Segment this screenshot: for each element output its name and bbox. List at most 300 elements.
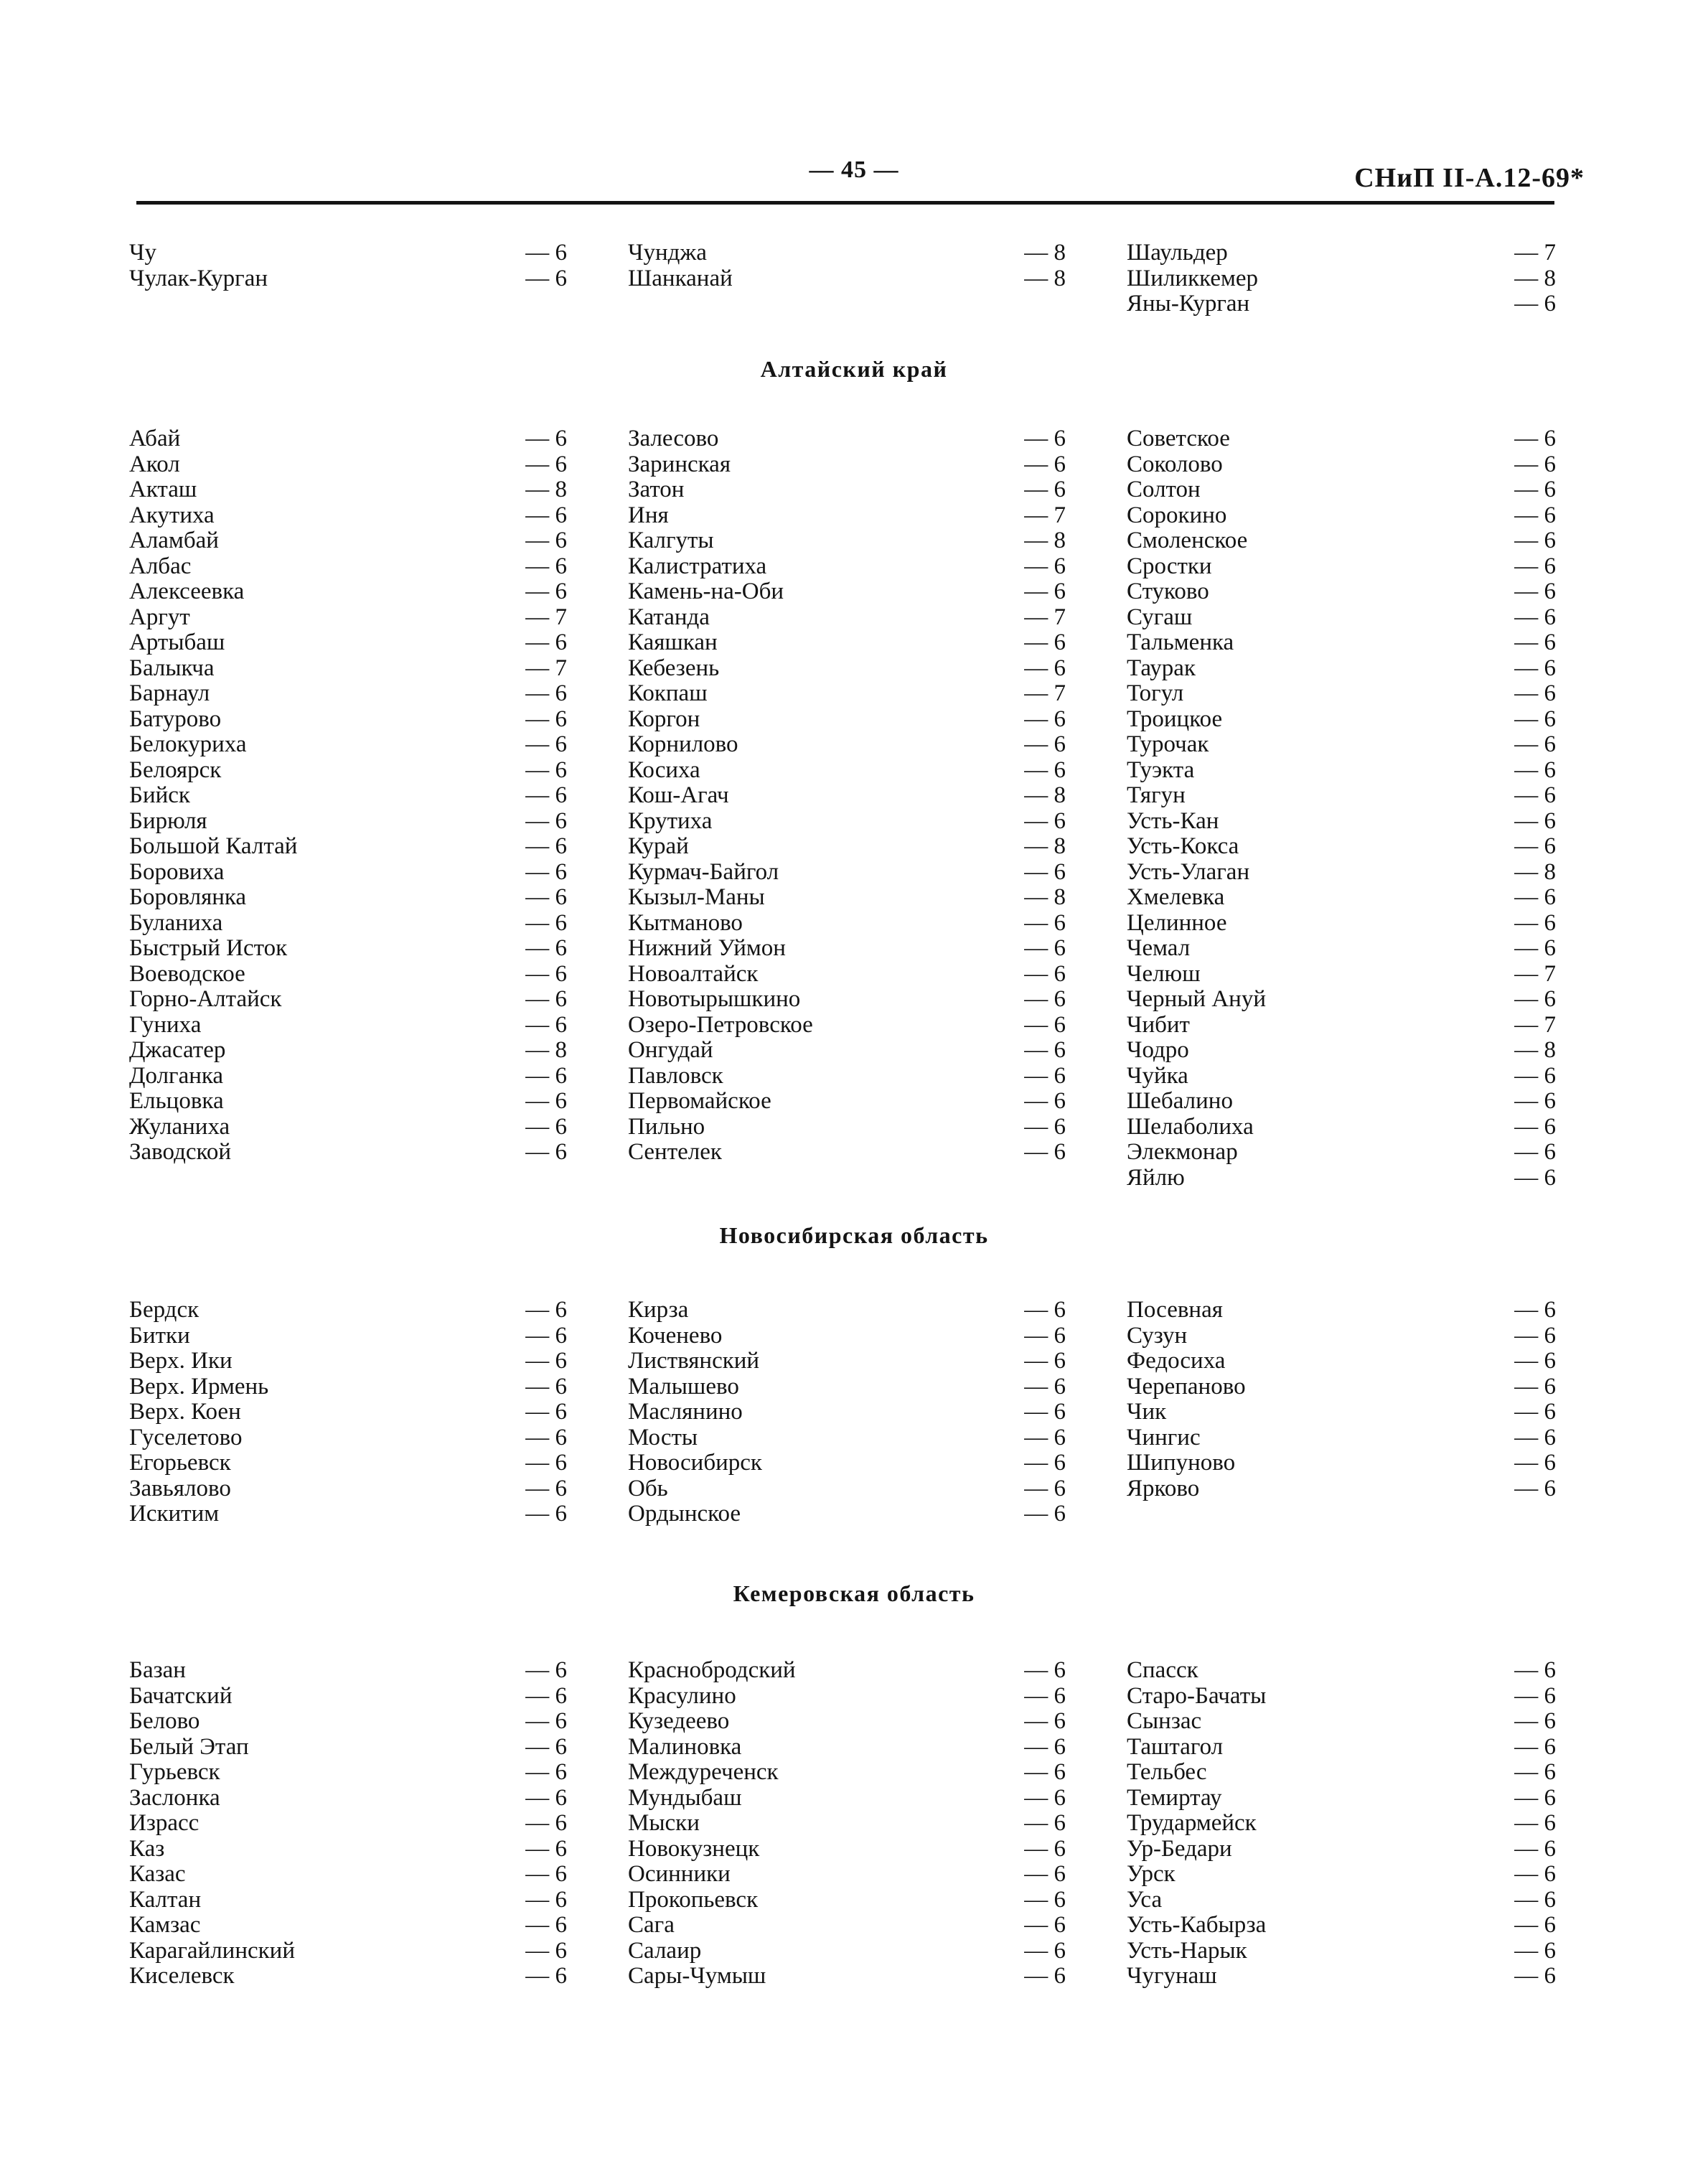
locality-name: Камень-на-Оби <box>628 578 784 604</box>
locality-name: Маслянино <box>628 1399 743 1425</box>
list-item <box>1127 1786 1556 1812</box>
list-item <box>129 911 567 937</box>
locality-name: Кокпаш <box>628 680 708 706</box>
list-item <box>129 1964 567 1989</box>
list-item <box>628 1115 1066 1140</box>
locality-name: Черный Ануй <box>1127 986 1266 1012</box>
list-item <box>628 1658 1066 1684</box>
column-2 <box>628 240 1066 291</box>
locality-value: — 6 <box>525 756 567 783</box>
list-item <box>129 426 567 452</box>
locality-name: Иня <box>628 502 669 528</box>
list-item <box>1127 1166 1556 1191</box>
locality-value: — 7 <box>1024 502 1066 528</box>
list-item <box>628 426 1066 452</box>
list-item <box>1127 605 1556 631</box>
locality-name: Целинное <box>1127 909 1227 936</box>
locality-name: Малышево <box>628 1373 739 1400</box>
locality-name: Шебалино <box>1127 1088 1233 1114</box>
locality-value: — 6 <box>1024 477 1066 502</box>
locality-name: Шаульдер <box>1127 240 1228 266</box>
locality-value: — 6 <box>1514 1682 1556 1709</box>
section-continuation <box>0 240 1708 327</box>
list-item <box>628 503 1066 529</box>
locality-name: Федосиха <box>1127 1348 1226 1374</box>
locality-name: Заслонка <box>129 1784 220 1811</box>
list-item <box>129 1658 567 1684</box>
locality-value: — 6 <box>1514 1450 1556 1476</box>
list-item <box>129 1811 567 1837</box>
list-item <box>628 962 1066 988</box>
list-item <box>129 1089 567 1115</box>
locality-value: — 8 <box>525 477 567 502</box>
list-item <box>129 452 567 478</box>
section-columns <box>0 1298 1708 1628</box>
locality-name: Чугунаш <box>1127 1963 1217 1989</box>
locality-value: — 6 <box>1024 553 1066 579</box>
locality-value: — 6 <box>1514 1886 1556 1913</box>
locality-name: Яны-Курган <box>1127 291 1250 317</box>
list-item <box>129 1939 567 1964</box>
list-item <box>1127 962 1556 988</box>
locality-value: — 6 <box>525 909 567 936</box>
column-3 <box>1127 426 1556 1191</box>
list-item <box>628 1888 1066 1913</box>
locality-name: Боровлянка <box>129 884 247 910</box>
locality-name: Акутиха <box>129 502 215 528</box>
locality-name: Битки <box>129 1322 190 1349</box>
locality-name: Новотырышкино <box>628 986 801 1012</box>
locality-name: Чунджа <box>628 240 707 266</box>
list-item <box>1127 1862 1556 1888</box>
list-item <box>1127 1658 1556 1684</box>
list-item <box>1127 291 1556 317</box>
locality-name: Смоленское <box>1127 528 1248 553</box>
locality-name: Косиха <box>628 756 700 783</box>
list-item <box>1127 1888 1556 1913</box>
locality-value: — 6 <box>1514 909 1556 936</box>
locality-name: Нижний Уймон <box>628 935 786 961</box>
locality-value: — 8 <box>1024 265 1066 291</box>
list-item <box>1127 911 1556 937</box>
list-item <box>129 809 567 835</box>
locality-value: — 6 <box>1514 553 1556 579</box>
locality-value: — 6 <box>525 1139 567 1165</box>
locality-name: Усть-Кокса <box>1127 833 1239 859</box>
locality-value: — 6 <box>1514 578 1556 604</box>
locality-name: Солтон <box>1127 477 1201 502</box>
locality-value: — 6 <box>525 629 567 655</box>
locality-name: Трудармейск <box>1127 1810 1257 1836</box>
list-item <box>129 1501 567 1527</box>
locality-name: Гурьевск <box>129 1759 220 1785</box>
list-item <box>129 1476 567 1502</box>
locality-value: — 6 <box>525 1937 567 1964</box>
list-item <box>1127 860 1556 886</box>
locality-value: — 6 <box>1514 1937 1556 1964</box>
locality-value: — 6 <box>1024 1861 1066 1887</box>
locality-name: Абай <box>129 426 181 451</box>
locality-value: — 6 <box>1024 1011 1066 1038</box>
locality-name: Онгудай <box>628 1037 713 1063</box>
list-item <box>1127 1374 1556 1400</box>
locality-name: Таштагол <box>1127 1733 1224 1760</box>
list-item <box>129 1862 567 1888</box>
locality-value: — 6 <box>525 1322 567 1349</box>
locality-value: — 6 <box>525 1810 567 1836</box>
locality-name: Калгуты <box>628 528 714 553</box>
list-item <box>628 528 1066 554</box>
list-item <box>1127 707 1556 733</box>
list-item <box>628 605 1066 631</box>
locality-name: Артыбаш <box>129 629 225 655</box>
locality-name: Шипуново <box>1127 1450 1236 1476</box>
locality-value: — 6 <box>1024 1322 1066 1349</box>
locality-name: Мундыбаш <box>628 1784 742 1811</box>
locality-value: — 6 <box>525 986 567 1012</box>
locality-value: — 6 <box>1514 1912 1556 1938</box>
locality-value: — 6 <box>1514 1835 1556 1862</box>
locality-value: — 6 <box>525 1861 567 1887</box>
list-item <box>1127 1400 1556 1425</box>
list-item <box>1127 1684 1556 1710</box>
locality-name: Горно-Алтайск <box>129 986 282 1012</box>
locality-name: Сростки <box>1127 553 1212 579</box>
column-2 <box>628 1658 1066 1989</box>
locality-name: Тягун <box>1127 782 1186 808</box>
locality-value: — 6 <box>525 680 567 706</box>
list-item <box>1127 1837 1556 1862</box>
locality-name: Затон <box>628 477 685 502</box>
locality-name: Темиртау <box>1127 1784 1222 1811</box>
locality-name: Калтан <box>129 1886 202 1913</box>
list-item <box>1127 554 1556 580</box>
locality-value: — 6 <box>1024 1937 1066 1964</box>
list-item <box>1127 732 1556 758</box>
locality-name: Ельцовка <box>129 1088 224 1114</box>
locality-value: — 6 <box>1514 1733 1556 1760</box>
section-title: Алтайский край <box>760 356 948 382</box>
locality-value: — 6 <box>1514 1399 1556 1425</box>
list-item <box>1127 426 1556 452</box>
locality-value: — 6 <box>1024 1062 1066 1089</box>
list-item <box>628 1089 1066 1115</box>
locality-value: — 6 <box>525 1399 567 1425</box>
list-item <box>129 1913 567 1939</box>
locality-name: Барнаул <box>129 680 210 706</box>
list-item <box>628 1013 1066 1039</box>
list-item <box>1127 1298 1556 1323</box>
locality-value: — 6 <box>1024 960 1066 987</box>
locality-name: Алексеевка <box>129 578 245 604</box>
locality-value: — 6 <box>1024 756 1066 783</box>
list-item <box>628 911 1066 937</box>
list-item <box>628 1964 1066 1989</box>
locality-name: Сага <box>628 1912 675 1938</box>
locality-name: Крутиха <box>628 807 713 834</box>
list-item <box>1127 1450 1556 1476</box>
list-item <box>129 1425 567 1451</box>
list-item <box>628 1760 1066 1786</box>
document-code: СНиП II-А.12-69* <box>1354 163 1585 193</box>
locality-value: — 6 <box>525 1657 567 1683</box>
locality-value: — 6 <box>1514 477 1556 502</box>
list-item <box>628 1501 1066 1527</box>
locality-name: Первомайское <box>628 1088 771 1114</box>
locality-value: — 6 <box>525 858 567 885</box>
locality-name: Белый Этап <box>129 1733 249 1760</box>
locality-value: — 7 <box>525 604 567 630</box>
locality-name: Белокуриха <box>129 731 247 757</box>
locality-value: — 6 <box>525 1348 567 1374</box>
locality-name: Усть-Нарык <box>1127 1937 1247 1964</box>
locality-name: Челюш <box>1127 960 1201 987</box>
locality-value: — 6 <box>1024 629 1066 655</box>
locality-value: — 6 <box>525 706 567 732</box>
locality-name: Сентелек <box>628 1139 722 1165</box>
section-columns <box>0 240 1708 327</box>
list-item <box>129 1450 567 1476</box>
list-item <box>628 554 1066 580</box>
list-item <box>628 1450 1066 1476</box>
locality-name: Шелаболиха <box>1127 1113 1254 1140</box>
list-item <box>1127 783 1556 809</box>
list-item <box>1127 656 1556 682</box>
locality-name: Воеводское <box>129 960 245 987</box>
list-item <box>129 834 567 860</box>
locality-value: — 6 <box>1514 1759 1556 1785</box>
locality-value: — 6 <box>525 1450 567 1476</box>
locality-name: Боровиха <box>129 858 225 885</box>
list-item <box>628 630 1066 656</box>
locality-value: — 7 <box>1024 604 1066 630</box>
list-item <box>1127 1064 1556 1089</box>
column-3 <box>1127 1298 1556 1501</box>
locality-value: — 6 <box>1024 1657 1066 1683</box>
locality-value: — 6 <box>525 1835 567 1862</box>
list-item <box>628 1349 1066 1374</box>
locality-value: — 8 <box>1024 833 1066 859</box>
list-item <box>1127 1089 1556 1115</box>
locality-name: Сузун <box>1127 1322 1188 1349</box>
locality-value: — 6 <box>1514 1113 1556 1140</box>
locality-value: — 6 <box>525 240 567 266</box>
locality-name: Базан <box>129 1657 186 1683</box>
locality-value: — 6 <box>525 1682 567 1709</box>
locality-value: — 6 <box>1514 604 1556 630</box>
list-item <box>628 1709 1066 1735</box>
locality-value: — 6 <box>525 935 567 961</box>
column-1 <box>129 426 567 1166</box>
locality-name: Троицкое <box>1127 706 1223 732</box>
column-2 <box>628 1298 1066 1527</box>
list-item <box>1127 1735 1556 1761</box>
list-item <box>129 528 567 554</box>
locality-name: Усть-Кабырза <box>1127 1912 1267 1938</box>
list-item <box>129 1115 567 1140</box>
locality-value: — 6 <box>1514 502 1556 528</box>
list-item <box>1127 503 1556 529</box>
locality-value: — 6 <box>1514 1963 1556 1989</box>
locality-value: — 6 <box>1024 909 1066 936</box>
locality-value: — 6 <box>1024 807 1066 834</box>
list-item <box>628 240 1066 266</box>
list-item <box>628 834 1066 860</box>
column-2 <box>628 426 1066 1166</box>
locality-name: Урск <box>1127 1861 1176 1887</box>
locality-value: — 6 <box>1514 1062 1556 1089</box>
list-item <box>129 1684 567 1710</box>
locality-name: Ордынское <box>628 1501 741 1527</box>
list-item <box>1127 579 1556 605</box>
list-item <box>129 783 567 809</box>
locality-name: Новоалтайск <box>628 960 759 987</box>
list-item <box>628 936 1066 962</box>
locality-name: Долганка <box>129 1062 224 1089</box>
locality-name: Хмелевка <box>1127 884 1225 910</box>
locality-value: — 6 <box>1514 426 1556 451</box>
list-item <box>129 758 567 784</box>
locality-name: Калистратиха <box>628 553 767 579</box>
column-3 <box>1127 1658 1556 1989</box>
locality-value: — 7 <box>525 655 567 681</box>
locality-value: — 6 <box>525 1062 567 1089</box>
column-1 <box>129 1658 567 1989</box>
locality-name: Каяшкан <box>628 629 718 655</box>
locality-value: — 6 <box>1024 1810 1066 1836</box>
list-item <box>1127 758 1556 784</box>
column-1 <box>129 240 567 291</box>
locality-value: — 6 <box>1024 1963 1066 1989</box>
locality-value: — 6 <box>1514 884 1556 910</box>
locality-value: — 6 <box>1514 1657 1556 1683</box>
list-item <box>129 266 567 292</box>
locality-name: Коченево <box>628 1322 723 1349</box>
locality-name: Чулак-Курган <box>129 265 268 291</box>
locality-value: — 6 <box>525 1886 567 1913</box>
list-item <box>129 1735 567 1761</box>
locality-value: — 6 <box>1024 578 1066 604</box>
list-item <box>129 656 567 682</box>
list-item <box>129 1760 567 1786</box>
locality-name: Албас <box>129 553 192 579</box>
locality-name: Чодро <box>1127 1037 1189 1063</box>
list-item <box>628 1400 1066 1425</box>
locality-value: — 6 <box>1514 807 1556 834</box>
list-item <box>129 1140 567 1166</box>
locality-name: Малиновка <box>628 1733 742 1760</box>
locality-name: Чу <box>129 240 156 266</box>
column-1 <box>129 1298 567 1527</box>
locality-value: — 6 <box>1024 1912 1066 1938</box>
list-item <box>1127 885 1556 911</box>
locality-value: — 8 <box>1024 782 1066 808</box>
list-item <box>1127 681 1556 707</box>
locality-value: — 6 <box>1024 1784 1066 1811</box>
locality-value: — 6 <box>1514 1861 1556 1887</box>
locality-name: Салаир <box>628 1937 702 1964</box>
locality-name: Чемал <box>1127 935 1191 961</box>
list-item <box>129 1038 567 1064</box>
locality-value: — 6 <box>525 528 567 553</box>
section-kemerovo-oblast <box>0 1580 1708 2011</box>
locality-value: — 6 <box>1514 1475 1556 1501</box>
section-novosibirsk-oblast <box>0 1222 1708 1552</box>
locality-name: Кош-Агач <box>628 782 729 808</box>
locality-value: — 6 <box>1024 1733 1066 1760</box>
list-item <box>628 579 1066 605</box>
locality-value: — 6 <box>1024 1475 1066 1501</box>
locality-name: Черепаново <box>1127 1373 1246 1400</box>
locality-name: Заводской <box>129 1139 232 1165</box>
list-item <box>628 860 1066 886</box>
locality-name: Гуселетово <box>129 1424 243 1450</box>
list-item <box>129 1374 567 1400</box>
section-title: Новосибирская область <box>719 1222 989 1248</box>
locality-name: Белово <box>129 1708 200 1734</box>
list-item <box>628 987 1066 1013</box>
list-item <box>129 605 567 631</box>
locality-name: Курай <box>628 833 689 859</box>
list-item <box>1127 1913 1556 1939</box>
locality-value: — 6 <box>525 960 567 987</box>
list-item <box>129 1709 567 1735</box>
locality-value: — 6 <box>1514 528 1556 553</box>
locality-name: Мосты <box>628 1424 698 1450</box>
list-item <box>129 1323 567 1349</box>
locality-name: Батурово <box>129 706 222 732</box>
locality-value: — 6 <box>1514 1708 1556 1734</box>
locality-value: — 6 <box>525 1113 567 1140</box>
locality-name: Чибит <box>1127 1011 1190 1038</box>
locality-name: Аламбай <box>129 528 219 553</box>
locality-name: Новокузнецк <box>628 1835 760 1862</box>
list-item <box>628 1735 1066 1761</box>
locality-name: Соколово <box>1127 451 1223 477</box>
locality-name: Карагайлинский <box>129 1937 295 1964</box>
header-rule <box>136 201 1554 205</box>
list-item <box>129 1837 567 1862</box>
locality-value: — 6 <box>1024 1088 1066 1114</box>
locality-value: — 6 <box>1514 1810 1556 1836</box>
locality-name: Обь <box>628 1475 668 1501</box>
list-item <box>628 681 1066 707</box>
locality-name: Бийск <box>129 782 190 808</box>
locality-value: — 6 <box>1514 451 1556 477</box>
locality-value: — 6 <box>525 502 567 528</box>
locality-name: Джасатер <box>129 1037 226 1063</box>
locality-name: Чингис <box>1127 1424 1201 1450</box>
locality-name: Акташ <box>129 477 197 502</box>
locality-name: Буланиха <box>129 909 223 936</box>
locality-name: Кытманово <box>628 909 743 936</box>
list-item <box>628 1811 1066 1837</box>
locality-value: — 8 <box>1024 240 1066 266</box>
locality-name: Сугаш <box>1127 604 1193 630</box>
list-item <box>129 240 567 266</box>
locality-value: — 6 <box>1024 706 1066 732</box>
locality-name: Быстрый Исток <box>129 935 288 961</box>
list-item <box>129 1786 567 1812</box>
locality-value: — 6 <box>525 553 567 579</box>
locality-name: Верх. Ики <box>129 1348 233 1374</box>
list-item <box>129 1349 567 1374</box>
locality-value: — 6 <box>525 731 567 757</box>
locality-value: — 8 <box>1024 884 1066 910</box>
locality-name: Шиликкемер <box>1127 265 1258 291</box>
locality-value: — 6 <box>1024 935 1066 961</box>
list-item <box>1127 630 1556 656</box>
